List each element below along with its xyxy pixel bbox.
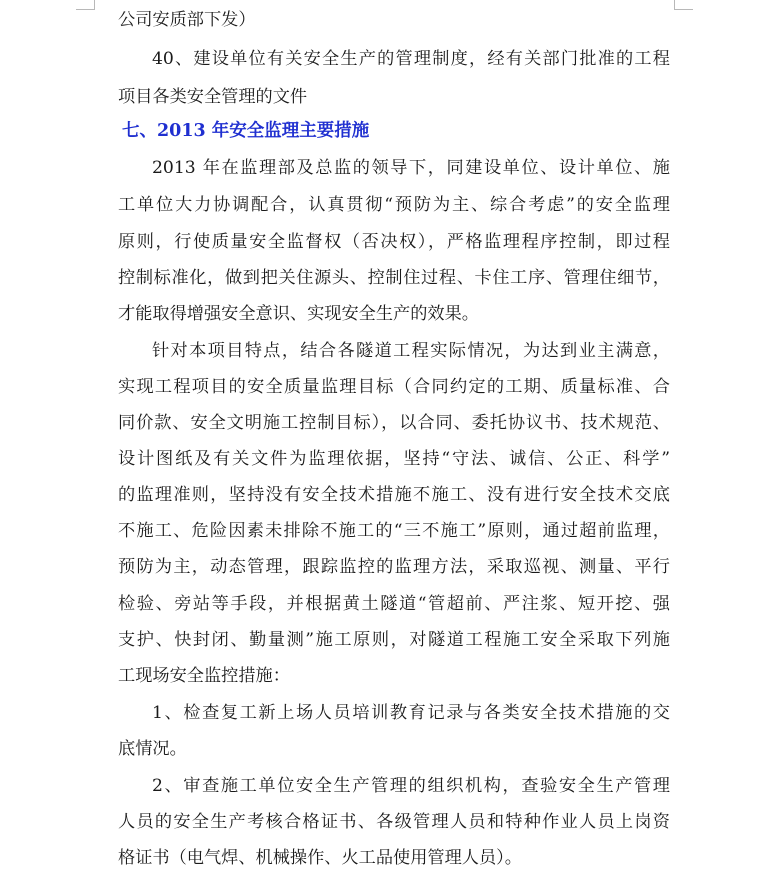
body-line: 实现工程项目的安全质量监理目标（合同约定的工期、质量标准、合 (118, 377, 670, 397)
body-line: 公司安质部下发） (118, 10, 256, 30)
body-line: 才能取得增强安全意识、实现安全生产的效果。 (118, 304, 479, 324)
body-line: 控制标准化，做到把关住源头、控制住过程、卡住工序、管理住细节， (118, 268, 670, 288)
body-line: 原则，行使质量安全监督权（否决权），严格监理程序控制，即过程 (118, 232, 670, 252)
body-line: 检验、旁站等手段，并根据黄土隧道“管超前、严注浆、短开挖、强 (118, 594, 670, 614)
body-line: 不施工、危险因素未排除不施工的“三不施工”原则，通过超前监理， (118, 521, 670, 541)
body-line: 工单位大力协调配合，认真贯彻“预防为主、综合考虑”的安全监理 (118, 195, 670, 215)
body-line: 40、建设单位有关安全生产的管理制度，经有关部门批准的工程 (152, 49, 670, 69)
body-line: 预防为主，动态管理，跟踪监控的监理方法，采取巡视、测量、平行 (118, 557, 670, 577)
body-line: 2013 年在监理部及总监的领导下，同建设单位、设计单位、施 (152, 158, 670, 178)
list-item-line: 1、检查复工新上场人员培训教育记录与各类安全技术措施的交 (152, 703, 670, 723)
body-line: 的监理准则，坚持没有安全技术措施不施工、没有进行安全技术交底 (118, 485, 670, 505)
list-item-line: 格证书（电气焊、机械操作、火工品使用管理人员）。 (118, 848, 522, 868)
body-line: 项目各类安全管理的文件 (118, 87, 308, 107)
list-item-line: 底情况。 (118, 739, 187, 759)
list-item-line: 人员的安全生产考核合格证书、各级管理人员和特种作业人员上岗资 (118, 812, 670, 832)
list-item-line: 2、审查施工单位安全生产管理的组织机构，查验安全生产管理 (152, 776, 670, 796)
body-line: 支护、快封闭、勤量测”施工原则，对隧道工程施工安全采取下列施 (118, 630, 670, 650)
body-line: 同价款、安全文明施工控制目标），以合同、委托协议书、技术规范、 (118, 413, 670, 433)
section-heading: 七、2013 年安全监理主要措施 (122, 121, 370, 141)
page-corner-mark-left (76, 0, 95, 10)
body-line: 工现场安全监控措施： (118, 666, 290, 686)
page-corner-mark-right (674, 0, 693, 10)
body-line: 设计图纸及有关文件为监理依据，坚持“守法、诚信、公正、科学” (118, 449, 670, 469)
body-line: 针对本项目特点，结合各隧道工程实际情况，为达到业主满意， (152, 341, 670, 361)
